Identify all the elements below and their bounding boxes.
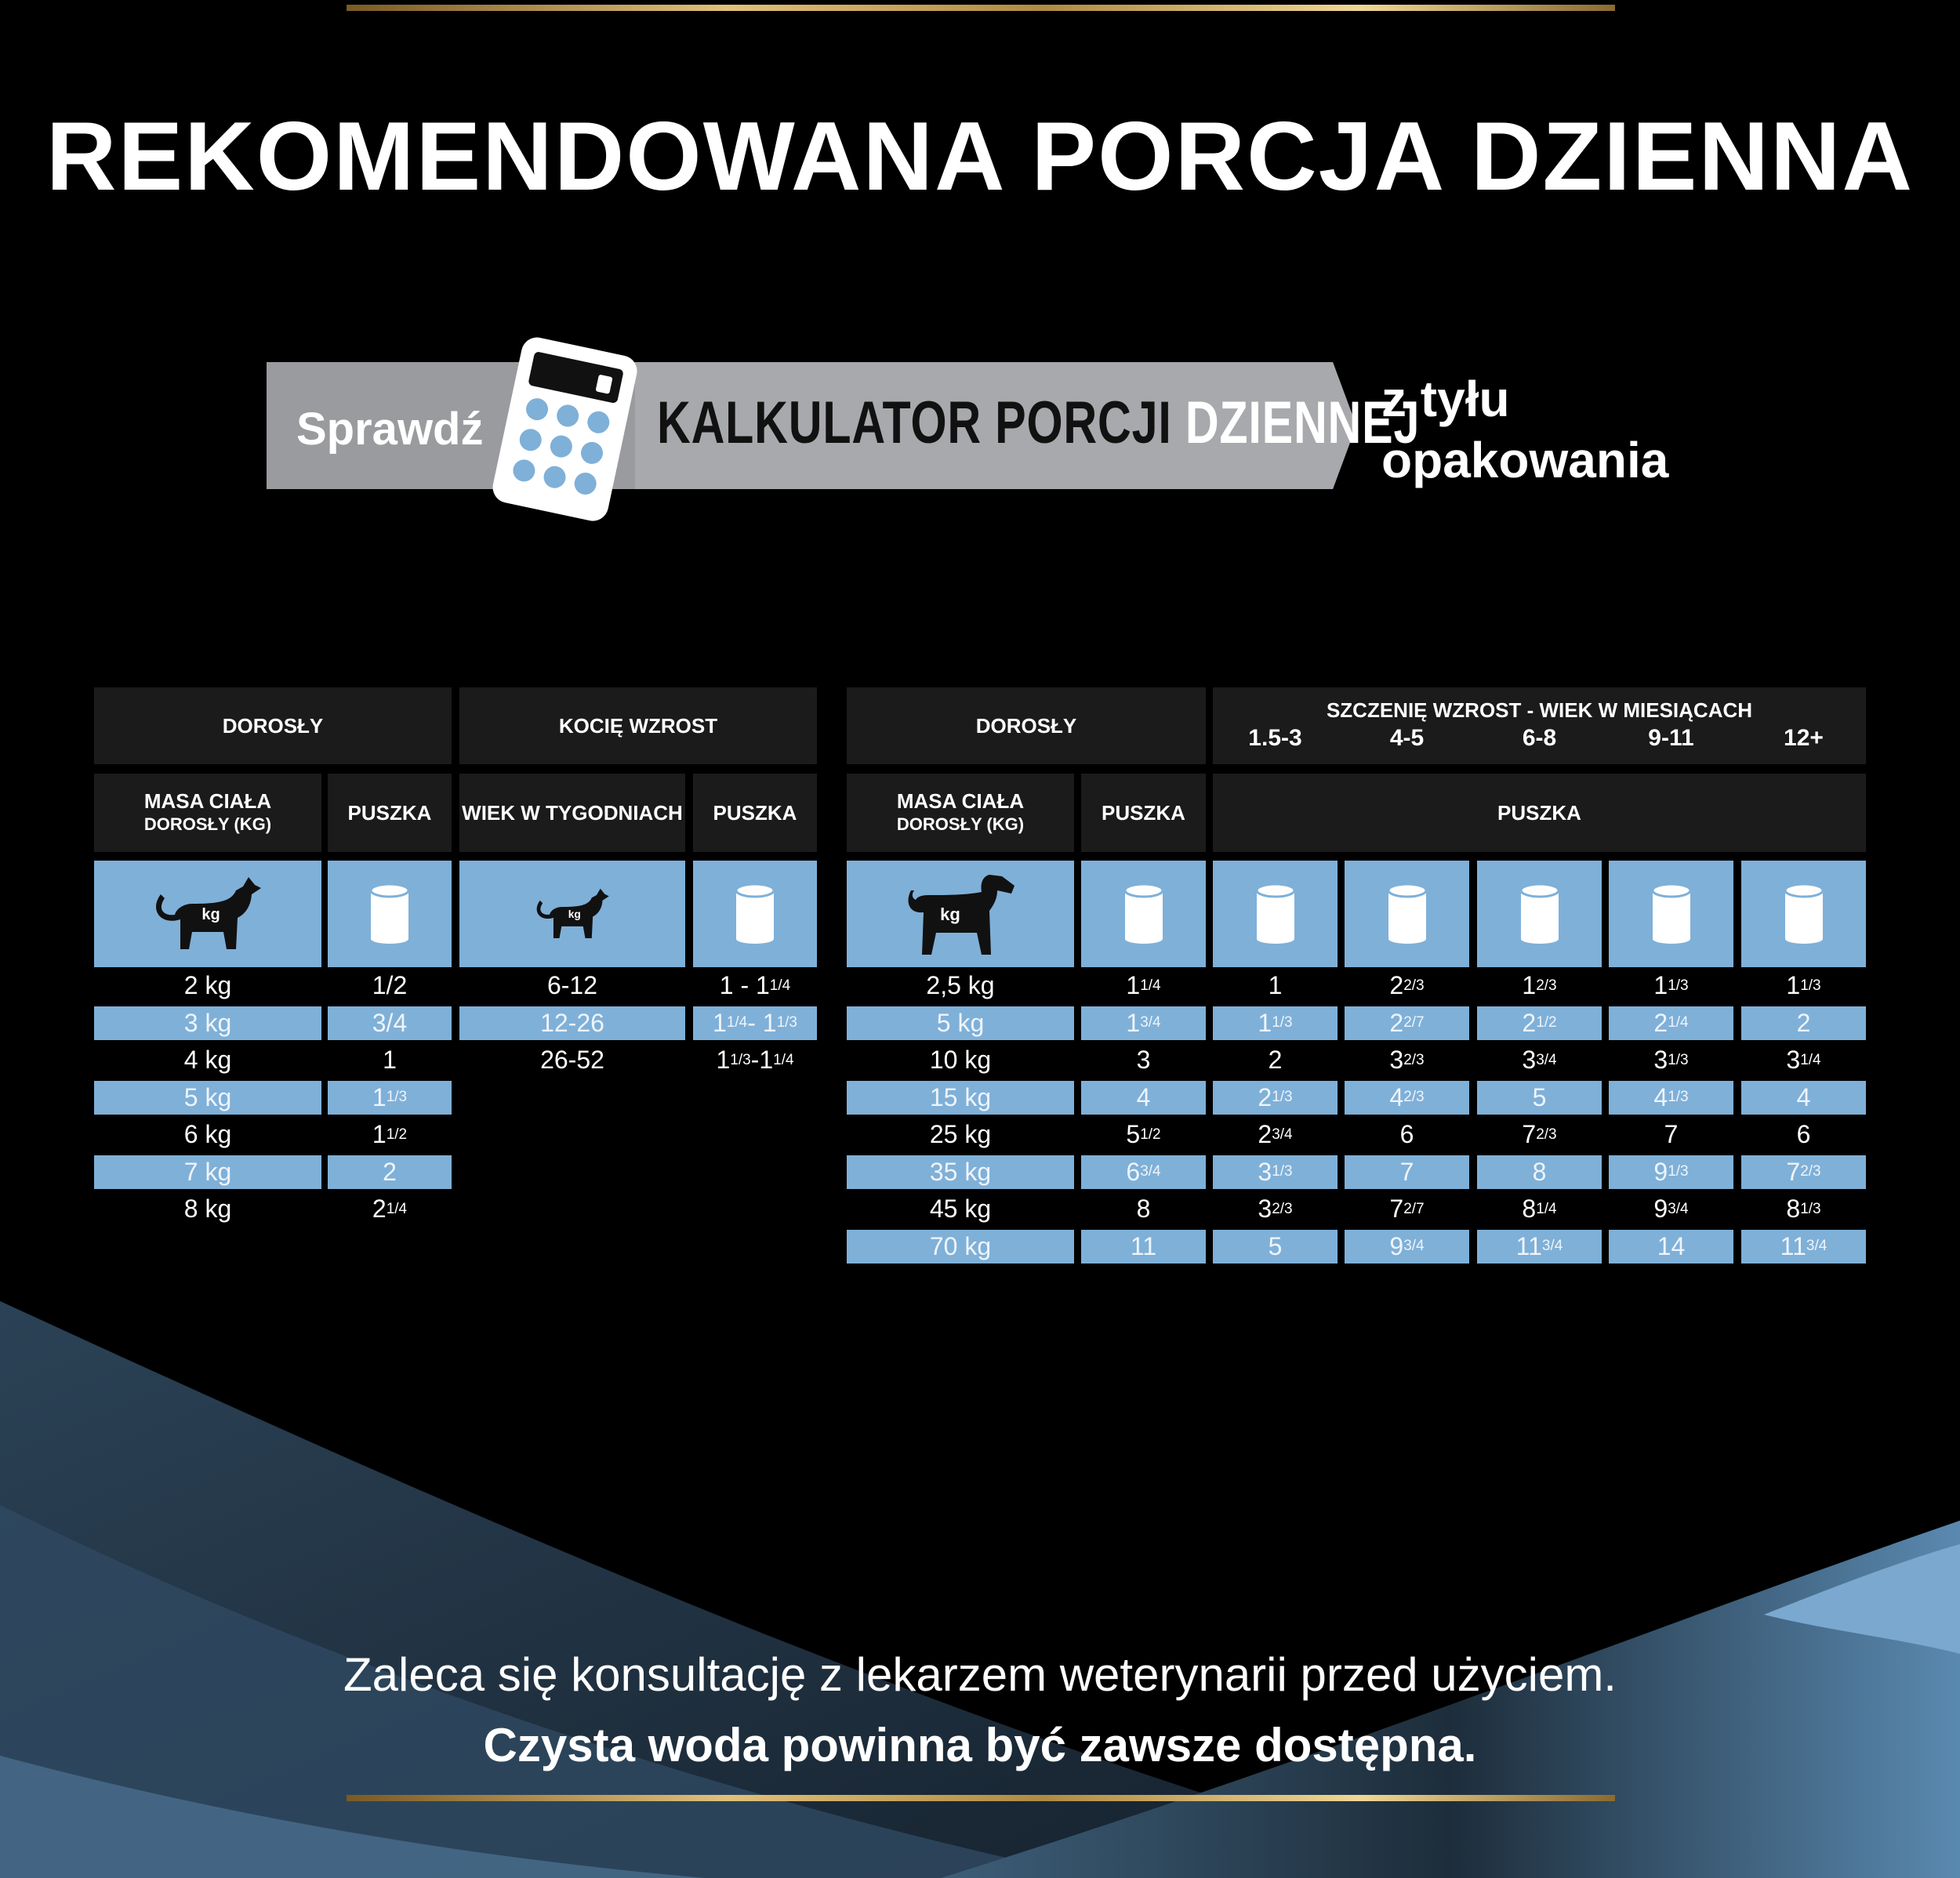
puppy-can-cell: 1 — [1268, 971, 1283, 1000]
puppy-can-cell: 3 2/3 — [1389, 1046, 1425, 1075]
background-waves — [0, 1285, 1960, 1878]
dog-weight-cell: 45 kg — [929, 1195, 992, 1224]
cat-adult-can-cell: 3/4 — [328, 1006, 452, 1041]
cat-growth-header: KOCIĘ WZROST — [459, 687, 817, 764]
kitten-weeks-cell: 12-26 — [459, 1006, 685, 1041]
puppy-can-cell: 11 3/4 — [1741, 1230, 1866, 1264]
dog-icon-cell — [847, 861, 1074, 967]
puppy-can-cell: 1 2/3 — [1522, 971, 1557, 1000]
puppy-can-cell: 2 2/3 — [1389, 971, 1425, 1000]
cat-mass-header — [94, 774, 321, 852]
dog-adult-can-cell: 4 — [1081, 1081, 1206, 1115]
dog-weight-cell: 25 kg — [929, 1120, 992, 1149]
puppy-can-cell: 4 2/3 — [1345, 1081, 1469, 1115]
puppy-can-cell: 2 3/4 — [1258, 1120, 1293, 1149]
month-label: 6-8 — [1522, 725, 1557, 751]
dog-weight-cell: 35 kg — [847, 1155, 1074, 1190]
puppy-can-cell: 3 2/3 — [1258, 1195, 1293, 1224]
dog-weight-cell: 70 kg — [847, 1230, 1074, 1264]
puppy-can-cell: 1 1/3 — [1786, 971, 1821, 1000]
dog-adult-can-cell: 1 3/4 — [1081, 1006, 1206, 1041]
bottom-gold-line — [347, 1795, 1615, 1801]
cat-growth-can-header: PUSZKA — [693, 774, 817, 852]
cat-adult-weight-cell: 5 kg — [94, 1081, 321, 1115]
calculator-banner — [267, 362, 1421, 489]
puppy-can-cell: 9 3/4 — [1653, 1195, 1689, 1224]
cat-adult-can-cell: 1/2 — [372, 971, 408, 1000]
puppy-can-cell: 5 — [1477, 1081, 1602, 1115]
svg-text:kg: kg — [940, 905, 960, 924]
puppy-can-cell: 1 1/3 — [1213, 1006, 1338, 1041]
svg-text:kg: kg — [201, 906, 220, 923]
month-label: 12+ — [1784, 725, 1824, 751]
can-icon — [1477, 861, 1602, 967]
can-icon — [1609, 861, 1733, 967]
puppy-can-cell: 7 — [1345, 1155, 1469, 1190]
dog-adult-can-cell: 8 — [1136, 1195, 1151, 1224]
puppy-can-cell: 4 — [1741, 1081, 1866, 1115]
puppy-can-cell: 2 1/2 — [1477, 1006, 1602, 1041]
cat-adult-can-icon-cell — [328, 861, 452, 967]
calculator-title: KALKULATOR PORCJI DZIENNEJ — [657, 390, 1421, 456]
can-icon — [1345, 861, 1469, 967]
month-label: 9-11 — [1648, 725, 1694, 751]
puppy-can-cell: 8 1/4 — [1522, 1195, 1557, 1224]
can-icon — [1741, 861, 1866, 967]
month-label: 4-5 — [1389, 725, 1425, 751]
cat-adult-can-cell: 2 1/4 — [372, 1195, 408, 1224]
back-note-line1: z tyłu — [1381, 371, 1510, 427]
cat-adult-can-cell: 1 — [383, 1046, 397, 1075]
cat-weeks-header: WIEK W TYGODNIACH — [459, 774, 685, 852]
cat-icon — [145, 871, 270, 957]
dog-weight-cell: 2,5 kg — [926, 971, 995, 1000]
puppy-can-cell: 8 1/3 — [1786, 1195, 1821, 1224]
can-icon — [731, 883, 779, 945]
puppy-can-cell: 2 1/3 — [1213, 1081, 1338, 1115]
cat-adult-weight-cell: 4 kg — [183, 1046, 232, 1075]
puppy-can-cell: 6 — [1796, 1120, 1811, 1149]
dog-weight-cell: 15 kg — [847, 1081, 1074, 1115]
cat-adult-weight-cell: 6 kg — [183, 1120, 232, 1149]
svg-text:kg: kg — [568, 908, 581, 920]
puppy-can-cell: 2 2/7 — [1345, 1006, 1469, 1041]
back-of-pack-note — [1381, 368, 1668, 491]
dog-icon — [902, 867, 1019, 961]
dog-mass-sub: DOROSŁY (KG) — [896, 814, 1025, 834]
cat-adult-header: DOROSŁY — [94, 687, 452, 764]
cat-can-header: PUSZKA — [328, 774, 452, 852]
dog-weight-cell: 5 kg — [847, 1006, 1074, 1041]
cat-adult-icon-cell — [94, 861, 321, 967]
can-icon — [366, 883, 413, 945]
dog-month-labels — [1213, 727, 1866, 758]
calculator-icon — [486, 337, 643, 525]
puppy-can-cell: 7 2/3 — [1522, 1120, 1557, 1149]
check-label: Sprawdź — [296, 404, 484, 455]
puppy-can-cell: 3 1/4 — [1786, 1046, 1821, 1075]
back-note-line2: opakowania — [1381, 432, 1669, 488]
dog-growth-can-header: PUSZKA — [1213, 774, 1866, 852]
puppy-can-cell: 5 — [1213, 1230, 1338, 1264]
kitten-weeks-cell: 6-12 — [546, 971, 598, 1000]
puppy-can-cell: 2 1/4 — [1609, 1006, 1733, 1041]
dog-adult-can-cell: 6 3/4 — [1081, 1155, 1206, 1190]
kitten-can-cell: 1 - 1 1/4 — [719, 971, 791, 1000]
puppy-can-cell: 7 2/7 — [1389, 1195, 1425, 1224]
can-icon — [1081, 861, 1206, 967]
cat-adult-weight-cell: 2 kg — [183, 971, 232, 1000]
puppy-can-cell: 3 1/3 — [1213, 1155, 1338, 1190]
puppy-can-cell: 14 — [1609, 1230, 1733, 1264]
dog-growth-title: SZCZENIĘ WZROST - WIEK W MIESIĄCACH — [1326, 698, 1753, 722]
dog-mass-label: MASA CIAŁA — [896, 789, 1025, 813]
page-title: REKOMENDOWANA PORCJA DZIENNA — [45, 103, 1915, 211]
top-gold-line — [347, 5, 1615, 11]
puppy-can-cell: 3 1/3 — [1653, 1046, 1689, 1075]
puppy-can-cell: 3 3/4 — [1522, 1046, 1557, 1075]
cat-mass-sub: DOROSŁY (KG) — [143, 814, 272, 834]
dog-adult-header: DOROSŁY — [847, 687, 1206, 764]
cat-adult-weight-cell: 3 kg — [94, 1006, 321, 1041]
puppy-can-cell: 11 3/4 — [1477, 1230, 1602, 1264]
dog-adult-can-cell: 11 — [1081, 1230, 1206, 1264]
dog-growth-header — [1213, 687, 1866, 764]
kitten-can-cell: 1 1/4 - 1 1/3 — [693, 1006, 817, 1041]
kitten-icon-cell — [459, 861, 685, 967]
dog-adult-can-cell: 3 — [1136, 1046, 1151, 1075]
cat-adult-can-cell: 1 1/3 — [328, 1081, 452, 1115]
dog-can-header: PUSZKA — [1081, 774, 1206, 852]
kitten-icon — [529, 883, 615, 945]
puppy-can-cell: 7 2/3 — [1741, 1155, 1866, 1190]
puppy-can-cell: 6 — [1399, 1120, 1414, 1149]
dog-weight-cell: 10 kg — [929, 1046, 992, 1075]
dog-adult-can-cell: 5 1/2 — [1126, 1120, 1161, 1149]
cat-adult-weight-cell: 7 kg — [94, 1155, 321, 1190]
cat-adult-can-cell: 1 1/2 — [372, 1120, 408, 1149]
puppy-can-cell: 2 — [1741, 1006, 1866, 1041]
puppy-can-cell: 8 — [1477, 1155, 1602, 1190]
puppy-can-cell: 9 1/3 — [1609, 1155, 1733, 1190]
can-icon — [1213, 861, 1338, 967]
puppy-can-cell: 2 — [1268, 1046, 1283, 1075]
dog-mass-header — [847, 774, 1074, 852]
kitten-weeks-cell: 26-52 — [540, 1046, 604, 1075]
month-label: 1.5-3 — [1248, 725, 1302, 751]
dog-adult-can-cell: 1 1/4 — [1126, 971, 1161, 1000]
fresh-water-note: Czysta woda powinna być zawsze dostępna. — [483, 1719, 1477, 1771]
puppy-can-cell: 1 1/3 — [1653, 971, 1689, 1000]
vet-consultation-note: Zaleca się konsultację z lekarzem weterynarii przed użyciem. — [343, 1648, 1617, 1701]
cat-adult-can-cell: 2 — [328, 1155, 452, 1190]
cat-adult-weight-cell: 8 kg — [183, 1195, 232, 1224]
kitten-can-icon-cell — [693, 861, 817, 967]
puppy-can-cell: 7 — [1664, 1120, 1679, 1149]
puppy-can-cell: 4 1/3 — [1609, 1081, 1733, 1115]
cat-mass-label: MASA CIAŁA — [143, 789, 272, 813]
kitten-can-cell: 1 1/3 -1 1/4 — [716, 1046, 794, 1075]
puppy-can-cell: 9 3/4 — [1345, 1230, 1469, 1264]
